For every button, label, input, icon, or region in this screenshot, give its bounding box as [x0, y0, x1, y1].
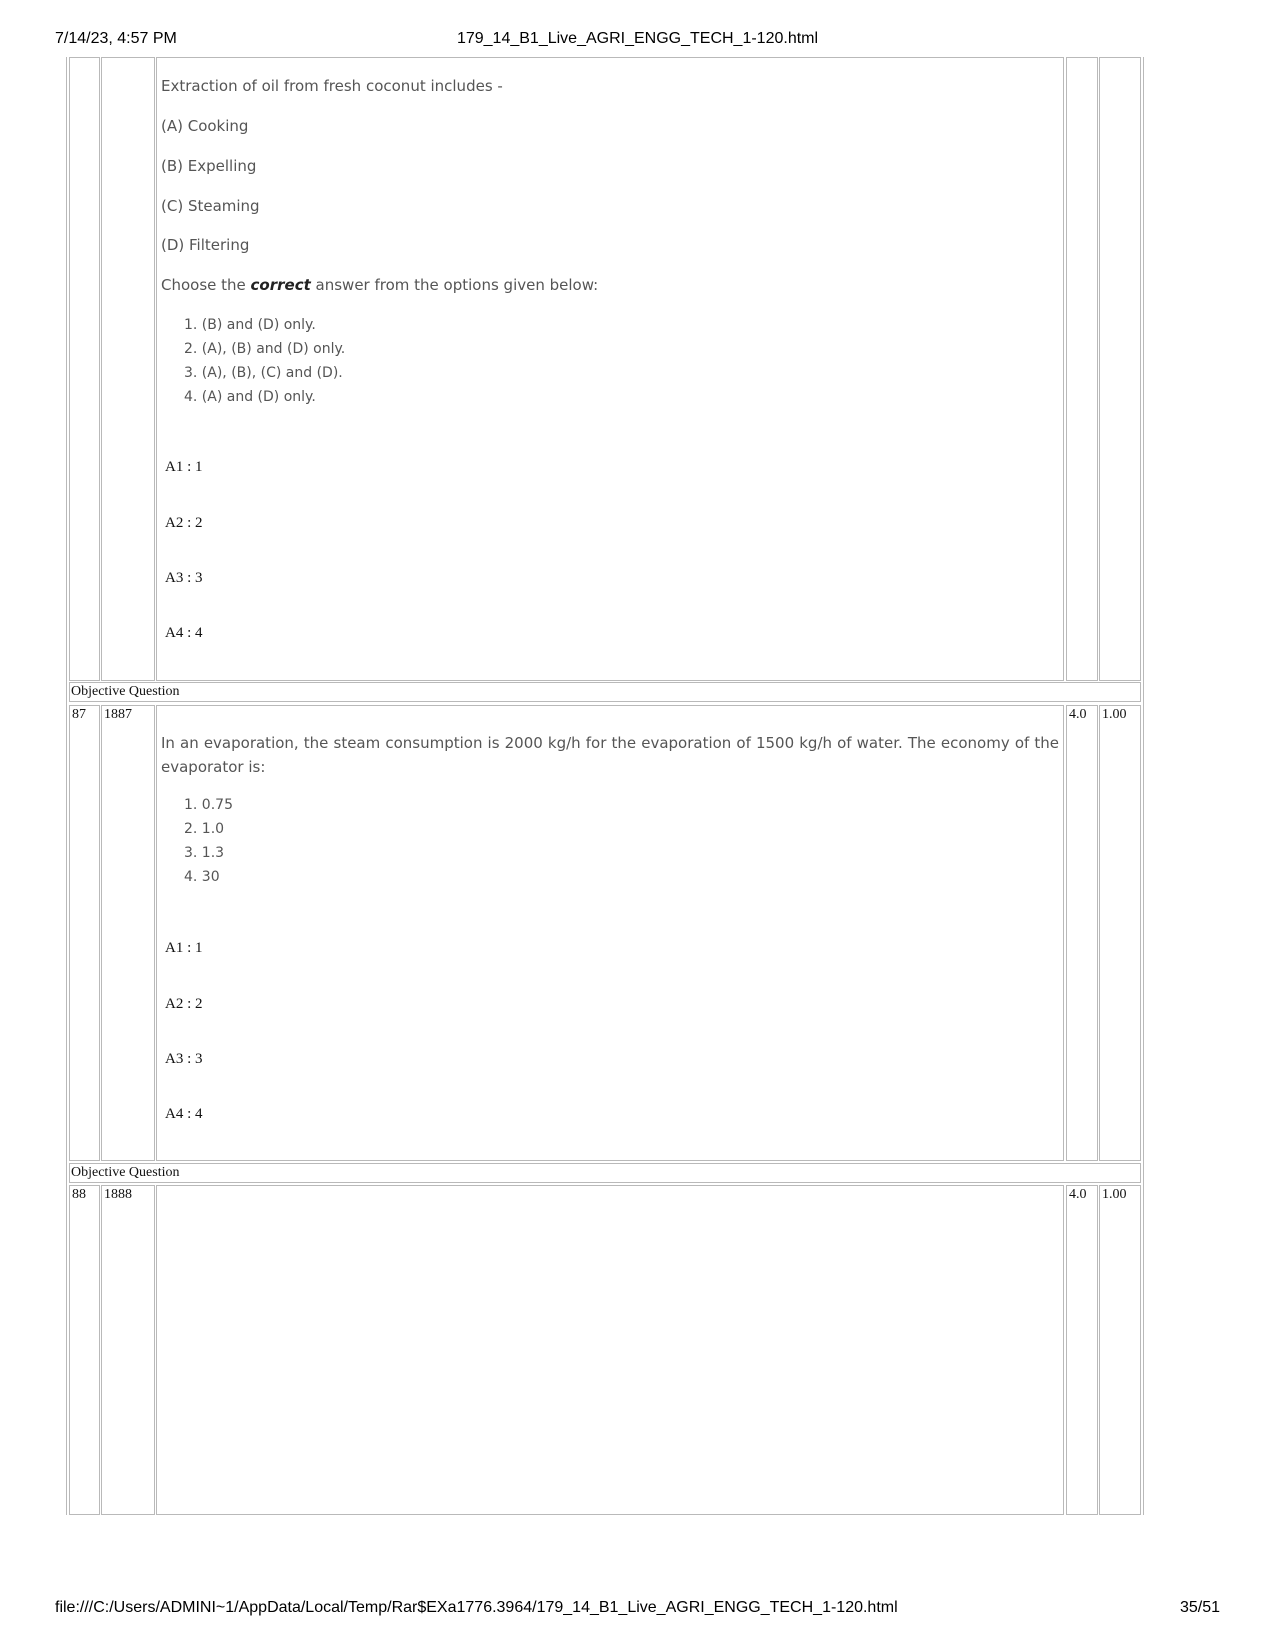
question-number: 87	[72, 707, 86, 722]
question-id: 1888	[104, 1187, 132, 1202]
table-outer-left-border	[66, 57, 67, 1515]
section-label-row	[69, 1163, 1141, 1183]
answer-a2: A2 : 2	[165, 515, 203, 531]
table-outer-right-border	[1143, 57, 1144, 1515]
option-item: 4. 30	[184, 869, 220, 885]
row-87-negative-cell	[1099, 705, 1141, 1161]
row-88-num-cell	[69, 1185, 100, 1515]
statement-d: (D) Filtering	[161, 236, 250, 254]
question-instruction	[161, 276, 598, 294]
statement-a: (A) Cooking	[161, 117, 249, 135]
option-item: 2. 1.0	[184, 821, 225, 837]
question-id: 1887	[104, 707, 132, 722]
section-label: Objective Question	[71, 684, 180, 699]
document-title: 179_14_B1_Live_AGRI_ENGG_TECH_1-120.html	[456, 30, 819, 47]
row-88-id-cell	[101, 1185, 155, 1515]
section-label: Objective Question	[71, 1165, 180, 1180]
print-footer	[0, 1599, 1275, 1621]
row-86-negative-cell	[1099, 57, 1141, 681]
answer-a1: A1 : 1	[165, 940, 203, 956]
option-item: 3. (A), (B), (C) and (D).	[184, 365, 343, 381]
option-item: 2. (A), (B) and (D) only.	[184, 341, 346, 357]
row-88-marks-cell	[1066, 1185, 1098, 1515]
question-negative-marks: 1.00	[1102, 1187, 1127, 1202]
option-list	[184, 793, 233, 889]
file-path: file:///C:/Users/ADMINI~1/AppData/Local/Temp/Rar$EXa1776.3964/179_14_B1_Live_AGRI_ENGG_TECH_1-120.html	[55, 1599, 898, 1616]
row-86-marks-cell	[1066, 57, 1098, 681]
option-item: 1. 0.75	[184, 797, 233, 813]
instruction-pre: Choose the	[161, 276, 251, 294]
print-header	[0, 30, 1275, 52]
statement-c: (C) Steaming	[161, 197, 260, 215]
answer-a3: A3 : 3	[165, 570, 203, 586]
row-87-marks-cell	[1066, 705, 1098, 1161]
question-number: 88	[72, 1187, 86, 1202]
question-stem: Extraction of oil from fresh coconut includes -	[161, 77, 503, 95]
instruction-emphasis: correct	[250, 276, 311, 294]
answer-a4: A4 : 4	[165, 1106, 203, 1122]
row-87-num-cell	[69, 705, 100, 1161]
option-item: 4. (A) and (D) only.	[184, 389, 316, 405]
option-item: 3. 1.3	[184, 845, 225, 861]
row-88-negative-cell	[1099, 1185, 1141, 1515]
answer-a2: A2 : 2	[165, 996, 203, 1012]
option-list	[184, 313, 345, 409]
statement-b: (B) Expelling	[161, 157, 257, 175]
question-negative-marks: 1.00	[1102, 707, 1127, 722]
answer-a3: A3 : 3	[165, 1051, 203, 1067]
instruction-post: answer from the options given below:	[310, 276, 599, 294]
row-88-question-cell	[156, 1185, 1064, 1515]
print-datetime: 7/14/23, 4:57 PM	[55, 30, 177, 47]
question-stem: In an evaporation, the steam consumption is 2000 kg/h for the evaporation of 1500 kg/h of water. The economy of the evaporator is:	[161, 734, 1059, 776]
page-number: 35/51	[1179, 1599, 1220, 1616]
answer-a4: A4 : 4	[165, 625, 203, 641]
question-marks: 4.0	[1069, 1187, 1087, 1202]
row-87-id-cell	[101, 705, 155, 1161]
section-label-row	[69, 682, 1141, 702]
row-86-num-cell	[69, 57, 100, 681]
answer-a1: A1 : 1	[165, 459, 203, 475]
option-item: 1. (B) and (D) only.	[184, 317, 316, 333]
row-86-id-cell	[101, 57, 155, 681]
question-marks: 4.0	[1069, 707, 1087, 722]
